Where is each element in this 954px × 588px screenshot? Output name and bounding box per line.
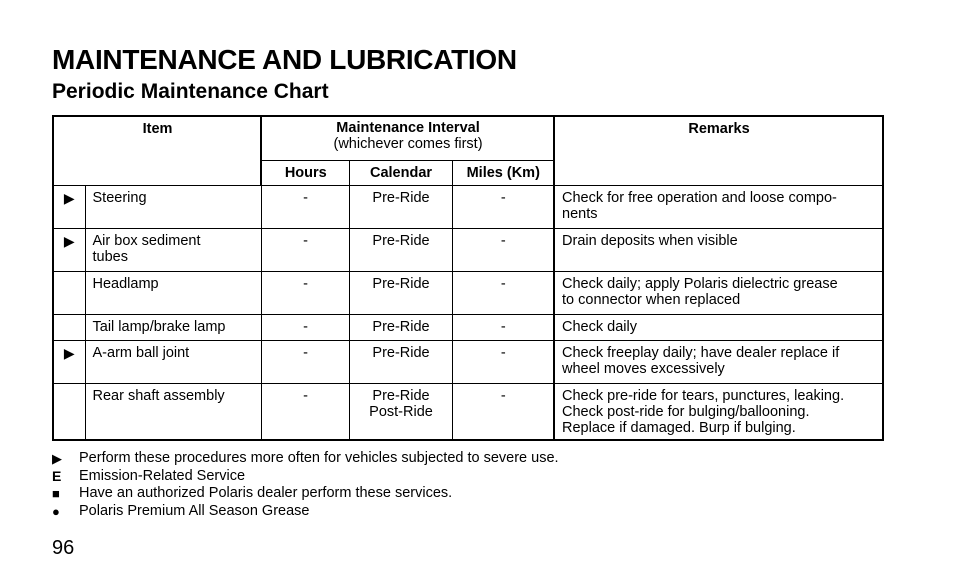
row-calendar: Pre-Ride	[349, 271, 452, 314]
remarks-column-header: Remarks	[554, 116, 883, 185]
row-item: Headlamp	[85, 271, 261, 314]
row-calendar: Pre-Ride	[349, 185, 452, 228]
calendar-column-header: Calendar	[349, 160, 452, 185]
legend-item	[52, 485, 559, 503]
row-hours: -	[261, 228, 349, 271]
legend-symbol: ●	[52, 503, 60, 519]
chart-subtitle: Periodic Maintenance Chart	[52, 80, 329, 103]
legend-item	[52, 503, 559, 521]
row-remarks: Check daily; apply Polaris dielectric grease to connector when replaced	[554, 271, 883, 314]
row-hours: -	[261, 383, 349, 440]
row-remarks: Check freeplay daily; have dealer replace if wheel moves excessively	[554, 340, 883, 383]
page-title: MAINTENANCE AND LUBRICATION	[52, 44, 517, 75]
row-remarks: Drain deposits when visible	[554, 228, 883, 271]
row-hours: -	[261, 185, 349, 228]
row-marker: ▶	[53, 228, 85, 271]
table-row	[53, 340, 883, 383]
interval-note: (whichever comes first)	[333, 136, 483, 152]
page-number: 96	[52, 537, 75, 559]
legend	[52, 450, 559, 520]
row-marker: ▶	[53, 185, 85, 228]
maintenance-chart-table	[52, 115, 884, 441]
legend-text: Have an authorized Polaris dealer perform these services.	[79, 485, 453, 501]
row-item: Rear shaft assembly	[85, 383, 261, 440]
item-column-header: Item	[53, 116, 261, 185]
row-item: A-arm ball joint	[85, 340, 261, 383]
legend-text: Emission-Related Service	[79, 467, 246, 484]
table-row	[53, 314, 883, 340]
legend-item	[52, 468, 559, 486]
miles-column-header: Miles (Km)	[452, 160, 554, 185]
row-calendar: Pre-Ride	[349, 340, 452, 383]
legend-text: Polaris Premium All Season Grease	[79, 502, 310, 519]
table-row	[53, 228, 883, 271]
legend-item	[52, 450, 559, 468]
table-row	[53, 185, 883, 228]
row-marker: ▶	[53, 340, 85, 383]
row-calendar: Pre-Ride Post-Ride	[349, 383, 452, 440]
row-remarks: Check for free operation and loose compo- nents	[554, 185, 883, 228]
row-marker	[53, 314, 85, 340]
interval-label: Maintenance Interval	[336, 120, 480, 136]
legend-symbol: ▶	[52, 451, 62, 466]
row-calendar: Pre-Ride	[349, 228, 452, 271]
row-calendar: Pre-Ride	[349, 314, 452, 340]
row-miles: -	[452, 228, 554, 271]
interval-column-header	[261, 116, 554, 160]
legend-symbol: E	[52, 467, 62, 484]
table-row	[53, 271, 883, 314]
hours-column-header: Hours	[261, 160, 349, 185]
row-marker	[53, 383, 85, 440]
row-hours: -	[261, 271, 349, 314]
table-row	[53, 383, 883, 440]
row-item: Air box sediment tubes	[85, 228, 261, 271]
legend-symbol: ■	[52, 486, 60, 501]
row-miles: -	[452, 340, 554, 383]
row-item: Steering	[85, 185, 261, 228]
row-hours: -	[261, 314, 349, 340]
row-miles: -	[452, 185, 554, 228]
row-miles: -	[452, 383, 554, 440]
row-miles: -	[452, 271, 554, 314]
row-hours: -	[261, 340, 349, 383]
row-item: Tail lamp/brake lamp	[85, 314, 261, 340]
row-remarks: Check daily	[554, 314, 883, 340]
row-marker	[53, 271, 85, 314]
row-miles: -	[452, 314, 554, 340]
row-remarks: Check pre-ride for tears, punctures, leaking. Check post-ride for bulging/ballooning. Replace if damaged. Burp if bulging.	[554, 383, 883, 440]
legend-text: Perform these procedures more often for vehicles subjected to severe use.	[79, 450, 559, 466]
